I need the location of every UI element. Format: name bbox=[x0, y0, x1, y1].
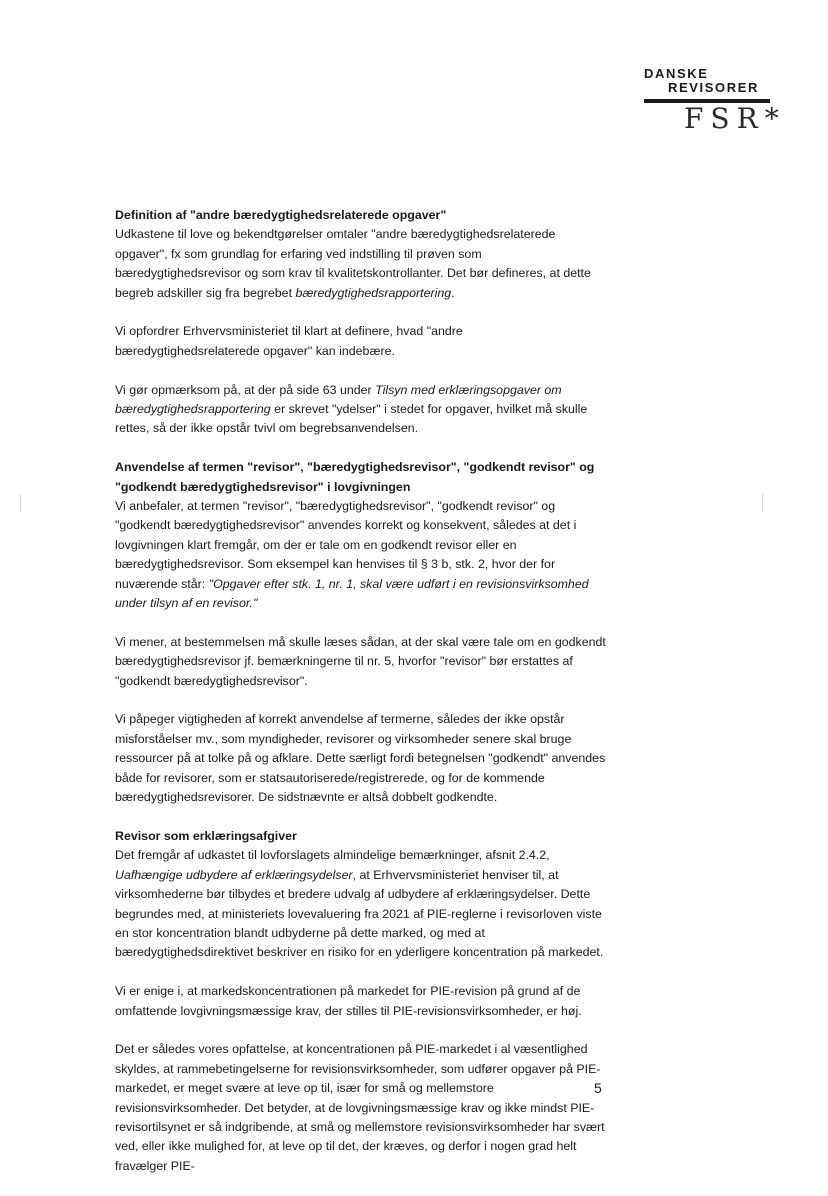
text-run: Vi gør opmærksom på, at der på side 63 under bbox=[115, 382, 376, 397]
text-run: Vi opfordrer Erhvervsministeriet til klart at definere, hvad "andre bæredygtighedsrelaterede opgaver" kan indebære. bbox=[115, 324, 463, 358]
paragraph bbox=[115, 497, 607, 613]
paragraph bbox=[115, 846, 607, 962]
paragraph bbox=[115, 982, 607, 1021]
text-run: Vi anbefaler, at termen "revisor", "bæredygtighedsrevisor", "godkendt revisor" og "godkendt bæredygtighedsrevisor" anvendes korrekt og konsekvent, således at det i lovgivningen klart fremgår, om der er tale om en godkendt revisor eller en bæredygtighedsrevisor. Som eksempel kan henvises til § 3 b, stk. 2, hvor der for nuværende står: bbox=[115, 499, 577, 591]
paragraph bbox=[115, 633, 607, 691]
italic-run: Uafhængige udbydere af erklæringsydelser bbox=[115, 867, 353, 882]
paragraph bbox=[115, 322, 607, 361]
text-run: Udkastene til love og bekendtgørelser omtaler "andre bæredygtighedsrelaterede opgaver", fx som grundlag for erfaring ved indstilling til prøven som bæredygtighedsrevisor og som krav til kvalitetskontrollanter. Det bør defineres, at dette begreb adskiller sig fra begrebet bbox=[115, 227, 591, 300]
section-heading: Definition af "andre bæredygtighedsrelaterede opgaver" bbox=[115, 208, 447, 222]
text-run: Det er således vores opfattelse, at koncentrationen på PIE-markedet i al væsentlighed skyldes, at rammebetingelserne for revisionsvirksomheder, som udfører opgaver på PIE-markedet, er meget svære at leve op til, især for små og mellemstore revisionsvirksomheder. Det betyder, at de lovgivningsmæssige krav og ikke mindst PIE-revisortilsynet er så indgribende, at små og mellemstore revisionsvirksomheder har svært ved, eller ikke mulighed for, at leve op til det, der kræves, og derfor i nogen grad helt fravælger PIE- bbox=[115, 1042, 605, 1173]
italic-run: "Opgaver efter stk. 1, nr. 1, skal være udført i en revisionsvirksomhed under tilsyn af en revisor." bbox=[115, 576, 589, 611]
italic-run: bæredygtighedsrapportering bbox=[295, 285, 452, 300]
text-run: Vi er enige i, at markedskoncentrationen på markedet for PIE-revision på grund af de omfattende lovgivningsmæssige krav, der stilles til PIE-revisionsvirksomheder, er høj. bbox=[115, 984, 582, 1018]
document-body bbox=[115, 206, 607, 1196]
paragraph bbox=[115, 710, 607, 807]
page-number: 5 bbox=[594, 1080, 602, 1096]
paragraph bbox=[115, 381, 607, 439]
section-auditor bbox=[115, 827, 607, 1176]
section-terms bbox=[115, 458, 607, 807]
scan-edge-mark-left bbox=[20, 494, 21, 512]
text-run: . bbox=[451, 285, 455, 300]
logo-line-revisorer: REVISORER bbox=[668, 80, 759, 95]
text-run: Vi mener, at bestemmelsen må skulle læses sådan, at der skal være tale om en godkendt bæredygtighedsrevisor jf. bemærkningerne til nr. 5, hvorfor "revisor" bør erstattes af "godkendt bæredygtighedsrevisor". bbox=[115, 634, 606, 688]
section-heading: Anvendelse af termen "revisor", "bæredygtighedsrevisor", "godkendt revisor" og "godkendt bæredygtighedsrevisor" i lovgivningen bbox=[115, 460, 595, 494]
paragraph bbox=[115, 225, 607, 303]
text-run: Det fremgår af udkastet til lovforslagets almindelige bemærkninger, afsnit 2.4.2, bbox=[115, 848, 550, 863]
paragraph bbox=[115, 1040, 607, 1176]
scan-edge-mark-right bbox=[762, 494, 763, 512]
section-definition bbox=[115, 206, 607, 439]
italic-run: Tilsyn med erklæringsopgaver om bæredygtighedsrapportering bbox=[115, 382, 562, 417]
text-run: Vi påpeger vigtigheden af korrekt anvendelse af termerne, således der ikke opstår misforståelser mv., som myndigheder, revisorer og virksomheder senere skal bruge ressourcer på at tolke på og afklare. Dette særligt fordi betegnelsen "godkendt" anvendes både for revisorer, som er statsautoriserede/registrerede, og for de kommende bæredygtighedsrevisorer. De sidstnævnte er altså dobbelt godkendte. bbox=[115, 712, 606, 805]
section-heading: Revisor som erklæringsafgiver bbox=[115, 828, 297, 843]
text-run: , at Erhvervsministeriet henviser til, at virksomhederne bør tilbydes et bredere udvalg af udbydere af erklæringsydelser. Dette begrundes med, at ministeriets lovevaluering fra 2021 af PIE-reglerne i revisorloven viste en stor koncentration blandt udbyderne på dette marked, og med at bæredygtighedsdirektivet beskriver en risiko for en yderligere koncentration på markedet. bbox=[115, 867, 604, 960]
text-run: er skrevet "ydelser" i stedet for opgaver, hvilket må skulle rettes, så der ikke opstår tvivl om begrebsanvendelsen. bbox=[115, 402, 588, 436]
logo-line-danske: DANSKE bbox=[644, 66, 709, 81]
logo-mark: FSR* bbox=[684, 102, 786, 135]
